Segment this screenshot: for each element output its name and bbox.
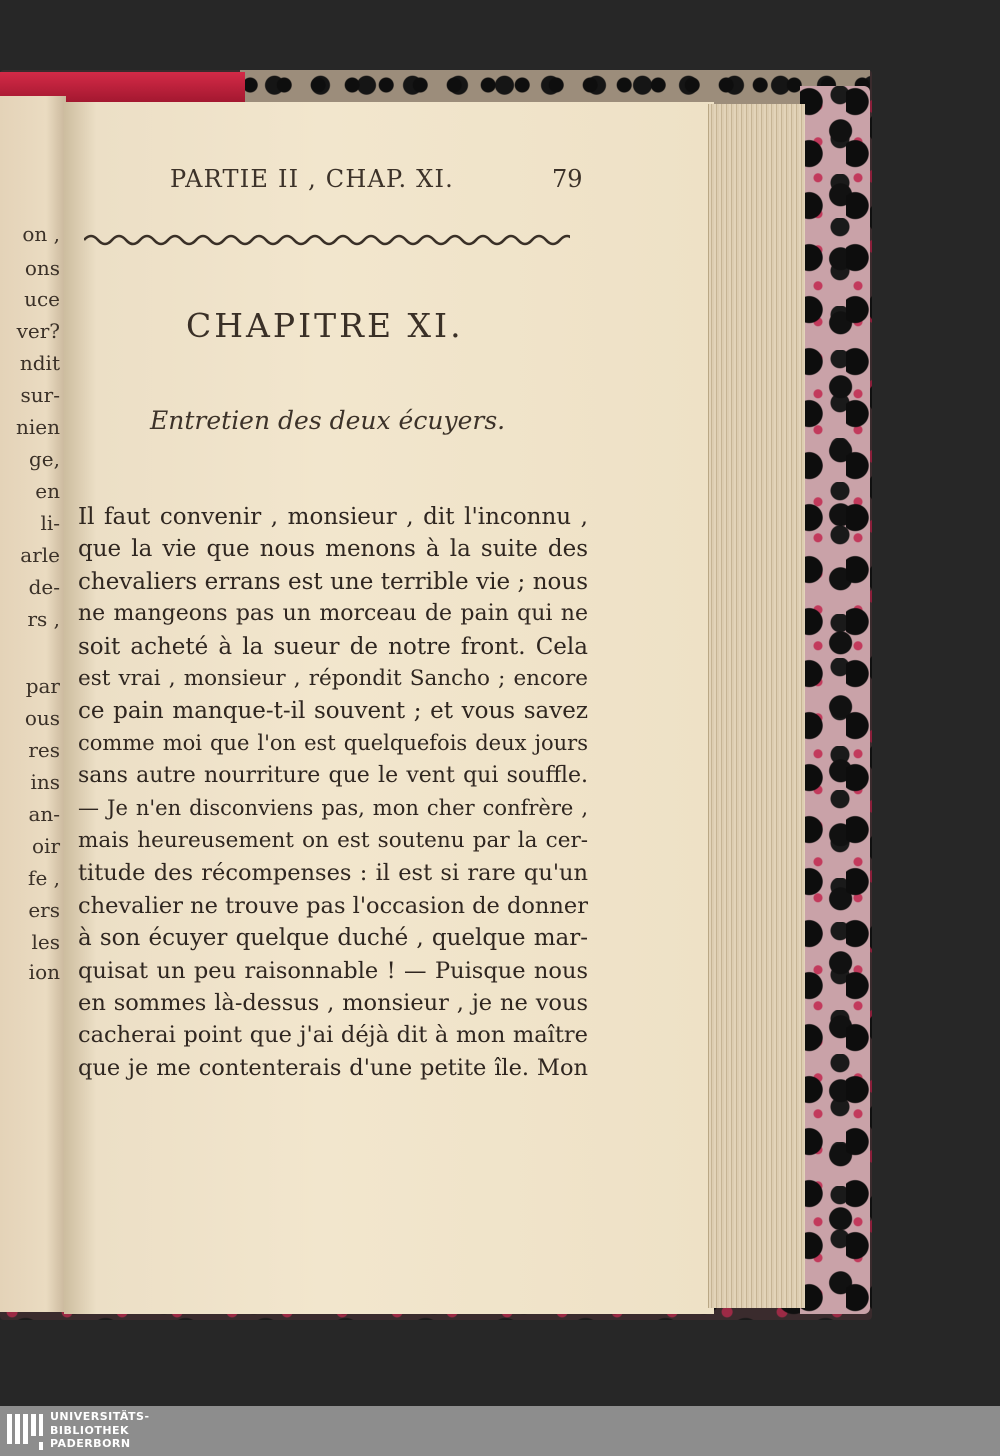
left-page-fragment: ous: [24, 706, 60, 730]
left-page-fragment: ge,: [29, 447, 60, 471]
text-line: mais heureusement on est soutenu par la cer-: [78, 828, 588, 853]
left-page-fragment: par: [25, 674, 60, 698]
left-page-fragment: oir: [32, 834, 60, 858]
text-line: ne mangeons pas un morceau de pain qui ne: [78, 601, 588, 626]
chapter-title-text: CHAPITRE XI.: [186, 306, 464, 345]
text-line: soit acheté à la sueur de notre front. Cela: [78, 634, 588, 660]
left-page-fragment: ion: [28, 960, 60, 984]
left-page-fragment: sur-: [20, 383, 60, 407]
text-line: — Je n'en disconviens pas, mon cher confrère ,: [78, 796, 588, 820]
left-page-fragment: li-: [40, 511, 60, 535]
left-page-fragment: ver?: [16, 319, 60, 343]
text-line: sans autre nourriture que le vent qui souffle.: [78, 763, 588, 788]
left-page-fragment: uce: [24, 287, 60, 311]
library-logo-text: [50, 1410, 150, 1451]
library-logo-icon: [6, 1412, 44, 1452]
text-line: quisat un peu raisonnable ! — Puisque nous: [78, 958, 588, 984]
left-page-fragment: ins: [30, 770, 60, 794]
text-line: que la vie que nous menons à la suite des: [78, 536, 588, 562]
logo-line-3: PADERBORN: [50, 1437, 131, 1450]
left-page: [0, 96, 66, 1312]
left-page-fragment: de-: [28, 575, 60, 599]
ornamental-rule: [84, 228, 570, 248]
left-page-fragment: res: [28, 738, 60, 762]
text-line: comme moi que l'on est quelquefois deux jours: [78, 731, 588, 755]
text-line: chevaliers errans est une terrible vie ; nous: [78, 569, 588, 595]
footer-band: [0, 1406, 1000, 1456]
text-line: Il faut convenir , monsieur , dit l'inconnu ,: [78, 504, 588, 530]
page-edges: [708, 104, 805, 1308]
left-page-fragment: an-: [28, 802, 60, 826]
logo-line-2: BIBLIOTHEK: [50, 1423, 130, 1437]
left-page-fragment: nien: [16, 415, 60, 439]
text-line: chevalier ne trouve pas l'occasion de donner: [78, 893, 588, 919]
text-line: ce pain manque-t-il souvent ; et vous savez: [78, 698, 588, 724]
text-line: en sommes là-dessus , monsieur , je ne vous: [78, 990, 588, 1016]
left-page-fragment: on ,: [22, 222, 60, 246]
text-line: titude des récompenses : il est si rare qu'un: [78, 860, 588, 886]
text-line: que je me contenterais d'une petite île. Mon: [78, 1055, 588, 1081]
chapter-subtitle: Entretien des deux écuyers.: [150, 406, 506, 435]
text-line: à son écuyer quelque duché , quelque mar-: [78, 925, 588, 951]
left-page-fragment: les: [31, 930, 60, 954]
left-page-fragment: ers: [28, 898, 60, 922]
running-head: PARTIE II , CHAP. XI.: [170, 165, 454, 193]
page-number: 79: [552, 165, 583, 193]
left-page-fragment: ndit: [19, 351, 60, 375]
left-page-fragment: arle: [20, 543, 60, 567]
text-line: cacherai point que j'ai déjà dit à mon maître: [78, 1022, 588, 1048]
text-line: est vrai , monsieur , répondit Sancho ; encore: [78, 666, 588, 691]
left-page-fragment: en: [35, 479, 60, 503]
left-page-fragment: ons: [24, 256, 60, 280]
left-page-fragment: rs ,: [27, 607, 60, 631]
marbled-fore-edge-board: [800, 86, 870, 1314]
logo-line-1: UNIVERSITÄTS-: [50, 1410, 150, 1423]
left-page-fragment: fe ,: [28, 866, 60, 890]
